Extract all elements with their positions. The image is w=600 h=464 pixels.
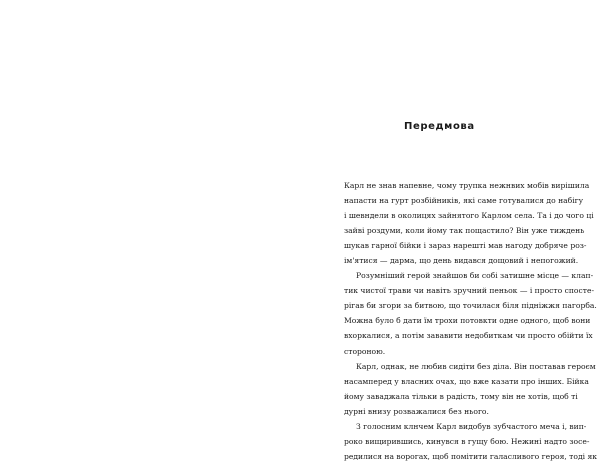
- text-line: шукав гарної бійки і зараз нарешті мав нагоду добряче роз-: [344, 241, 587, 251]
- text-line: рігав би згори за битвою, що точилася біля підніжжя пагорба.: [344, 301, 597, 311]
- text-line: Карл не знав напевне, чому трупка нежнвих мобів вирішила: [344, 181, 590, 190]
- text-line: Можна було б дати їм трохи потовкти одне одного, щоб вони: [344, 316, 591, 326]
- text-line: тик чистої трави чи навіть зручний пеньок — і просто спосте-: [344, 286, 595, 296]
- text-line: стороною.: [344, 346, 386, 356]
- chapter-body: [344, 178, 598, 464]
- text-line: Розумніший герой знайшов би собі затишне місце — клап-: [356, 271, 594, 281]
- text-line: напасти на гурт розбійників, які саме готувалися до набігу: [344, 196, 584, 206]
- text-line: дурні внизу розважалися без нього.: [344, 406, 489, 416]
- text-line: зайві роздуми, коли йому так пощастило? Він уже тиждень: [344, 226, 585, 236]
- text-line: ім'ятися — дарма, що день видався дощовий і непогожий.: [344, 256, 579, 266]
- text-line: насамперед у власних очах, що вже казати про інших. Бійка: [344, 376, 589, 386]
- text-line: З голосним клнчем Карл видобув зубчастого меча і, вип-: [356, 421, 587, 431]
- text-line: роко вищирившись, кинувся в гущу бою. Нежині надто зосе-: [344, 436, 590, 446]
- text-line: вхоркалися, а потім зававити недобиткам чи просто обійти їх: [344, 331, 593, 341]
- text-line: Карл, однак, не любив сидіти без діла. Він поставав героєм: [356, 361, 596, 371]
- text-line: йому заваджала тільки в радість, тому він не хотів, щоб ті: [344, 391, 578, 401]
- chapter-heading: Передмова: [404, 121, 475, 132]
- text-line: редилися на ворогах, щоб помітити галасливого героя, тоді як: [344, 451, 598, 461]
- text-line: і шевндели в околицях зайнятого Карлом села. Та і до чого ці: [344, 211, 594, 221]
